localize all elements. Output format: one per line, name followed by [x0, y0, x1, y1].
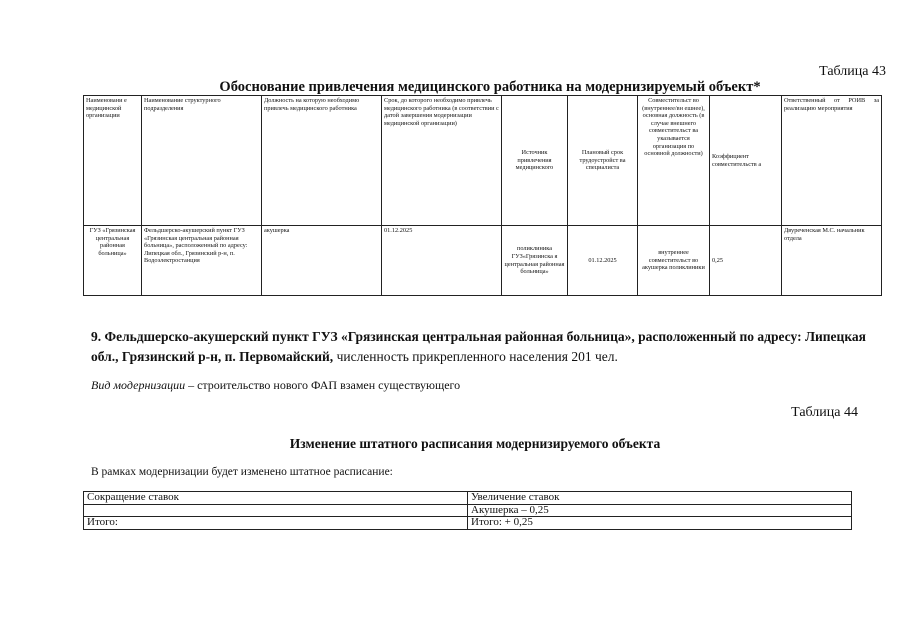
cell-increase: Акушерка – 0,25 — [468, 504, 852, 517]
staffing-change-table — [83, 491, 852, 530]
cell-coefficient: 0,25 — [710, 226, 782, 296]
table-row — [84, 504, 852, 517]
header-organization: Наименовани е медицинской организации — [84, 96, 142, 226]
header-deadline: Срок, до которого необходимо привлечь медицинского работника (в соответствии с датой завершения модернизации медицинской организации) — [382, 96, 502, 226]
cell-combination: внутреннее совместительст во акушерка поликлиники — [638, 226, 710, 296]
section-9-heading-bold: 9. Фельдшерско-акушерский пункт ГУЗ «Грязинская центральная районная больница», расположенный по адресу: Липецкая обл., Грязинский р-н, п. Первомайский, — [91, 329, 866, 364]
table-row — [84, 517, 852, 530]
header-coefficient: Коэффициент совместительств а — [710, 96, 782, 226]
table-row — [84, 226, 882, 296]
total-reduction: Итого: — [84, 517, 468, 530]
table-44-label: Таблица 44 — [791, 405, 858, 420]
table-44-intro: В рамках модернизации будет изменено штатное расписание: — [91, 466, 393, 478]
total-increase: Итого: + 0,25 — [468, 517, 852, 530]
cell-responsible: Двуреченская М.С. начальник отдела — [782, 226, 882, 296]
header-source: Источник привлечения медицинского — [502, 96, 568, 226]
table-row — [84, 492, 852, 505]
header-responsible: Ответственный от РОИВ за реализацию мероприятия — [782, 96, 882, 226]
header-department: Наименование структурного подразделения — [142, 96, 262, 226]
cell-source: поликлиника ГУЗ«Грязинска я центральная районная больница» — [502, 226, 568, 296]
section-9-heading-population: численность прикрепленного населения 201 чел. — [333, 349, 618, 364]
staffing-justification-table — [83, 95, 882, 296]
section-9-heading — [91, 327, 881, 367]
header-planned-date: Плановый срок трудоустройст ва специалиста — [568, 96, 638, 226]
header-reduction: Сокращение ставок — [84, 492, 468, 505]
header-increase: Увеличение ставок — [468, 492, 852, 505]
cell-department: Фельдшерско-акушерский пункт ГУЗ «Грязинская центральная районная больница», расположенный по адресу: Липецкая обл., Грязинский р-н, п. Водоэлектростанция — [142, 226, 262, 296]
table-43-label: Таблица 43 — [819, 64, 886, 79]
modernization-type — [91, 378, 460, 393]
table-44-title: Изменение штатного расписания модернизируемого объекта — [289, 436, 661, 451]
header-combination: Совместительст во (внутреннее/вн ешнее), основная должность (в случае внешнего совместительст ва указывается организация по основной должности) — [638, 96, 710, 226]
cell-planned-date: 01.12.2025 — [568, 226, 638, 296]
cell-organization: ГУЗ «Грязинская центральная районная больница» — [84, 226, 142, 296]
header-position: Должность на которую необходимо привлечь медицинского работника — [262, 96, 382, 226]
modernization-type-label: Вид модернизации — [91, 378, 186, 392]
cell-position: акушерка — [262, 226, 382, 296]
cell-reduction — [84, 504, 468, 517]
table-43-title: Обоснование привлечения медицинского работника на модернизируемый объект* — [219, 79, 761, 95]
cell-deadline: 01.12.2025 — [382, 226, 502, 296]
modernization-type-text: – строительство нового ФАП взамен существующего — [185, 378, 461, 392]
